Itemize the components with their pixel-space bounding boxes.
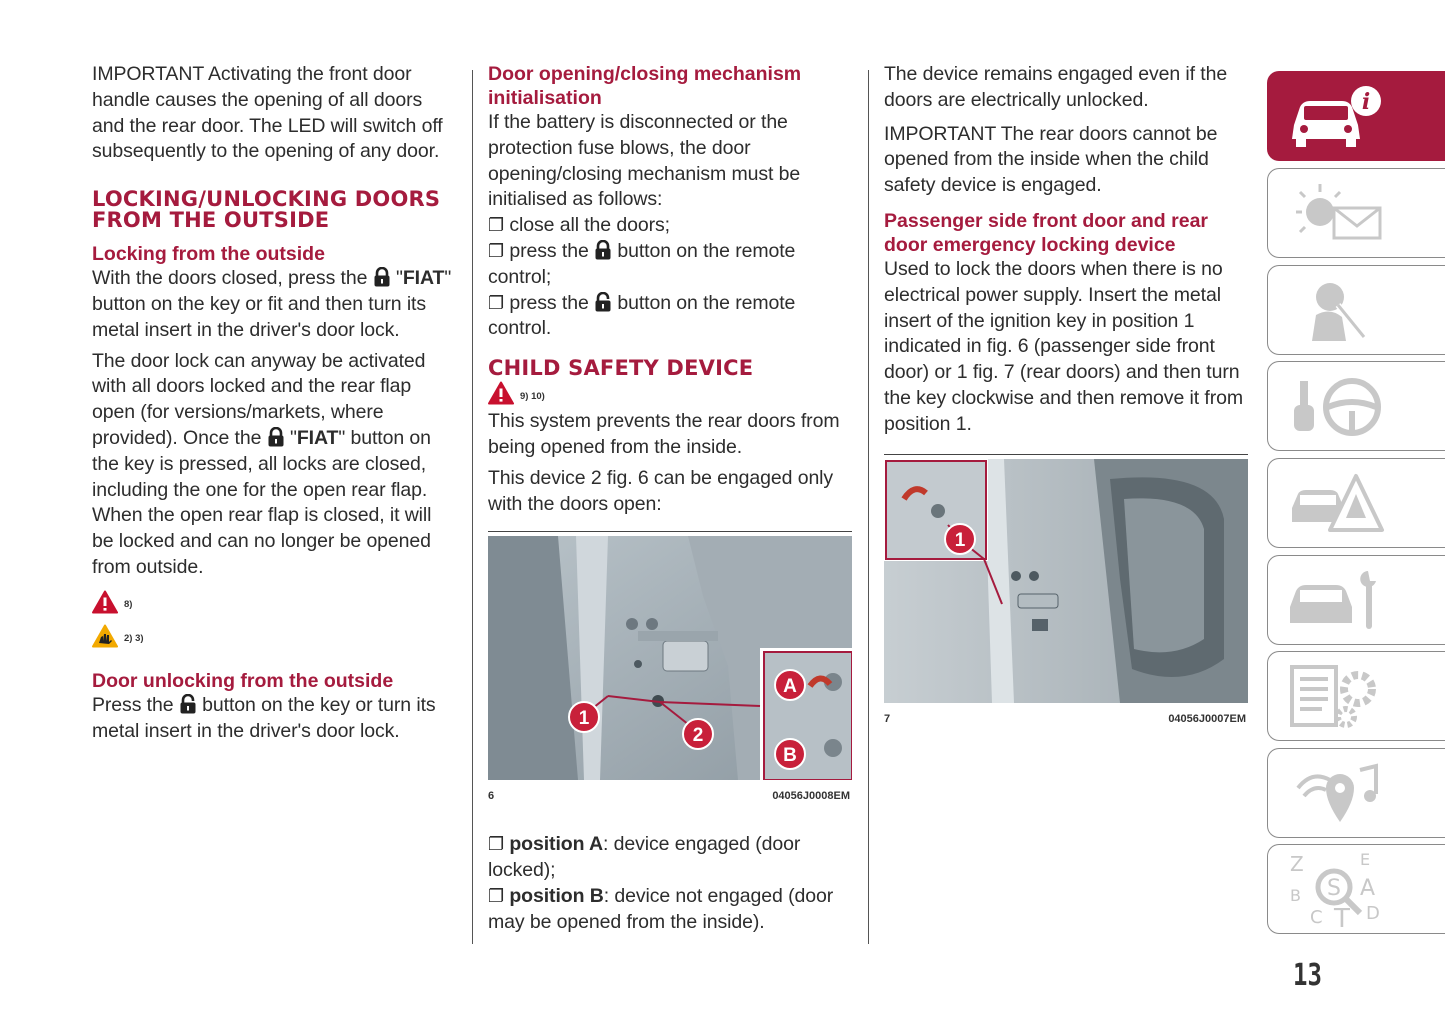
caution-reference: 2) 3) [92, 619, 454, 653]
figure-6-code: 04056J0008EM [772, 790, 850, 803]
lock-closed-icon [373, 267, 391, 287]
svg-text:A: A [1360, 876, 1376, 901]
callout-a [775, 670, 805, 700]
subheading-locking-outside: Locking from the outside [92, 243, 325, 266]
unlocking-paragraph: Press the button on the key or turn its metal insert in the driver's door lock. [92, 693, 436, 742]
svg-text:B: B [1290, 886, 1301, 905]
svg-text:C: C [1310, 907, 1323, 928]
child-paragraph-2: This device 2 fig. 6 can be engaged only with the doors open: [488, 466, 834, 515]
figure-7 [884, 454, 1248, 725]
figure-6 [488, 531, 852, 802]
section-heading-child-safety: CHILD SAFETY DEVICE [488, 356, 754, 381]
page-number: 13 [1293, 958, 1322, 993]
step-3: ❐ press the button on the remote control. [488, 291, 796, 340]
column-divider-1 [472, 70, 473, 944]
figure-7-code: 04056J0007EM [1168, 712, 1246, 725]
tab-multimedia[interactable] [1267, 748, 1445, 838]
svg-text:E: E [1360, 850, 1371, 869]
svg-text:i: i [1361, 89, 1371, 115]
column-3 [884, 62, 1248, 725]
section-heading-locking-unlocking: LOCKING/UNLOCKING DOORS FROM THE OUTSIDE [92, 187, 441, 233]
lock-closed-icon [267, 427, 285, 447]
tab-index[interactable] [1267, 844, 1445, 934]
svg-text:D: D [1366, 903, 1380, 924]
tab-emergency[interactable] [1267, 458, 1445, 548]
important-child-paragraph: IMPORTANT The rear doors cannot be opened from the inside when the child safety device is engaged. [884, 122, 1218, 197]
position-b-item: ❐ position B: device not engaged (door may be opened from the inside). [488, 884, 834, 933]
emergency-paragraph: Used to lock the doors when there is no electrical power supply. Insert the metal insert of the ignition key in position 1 indicated in fig. 6 (passenger side front door) or 1 fig. 7 (rear doors) and then turn the key clockwise and then remove it from position 1. [884, 257, 1243, 435]
car-info-icon [1286, 81, 1386, 151]
position-a-item: ❐ position A: device engaged (door locked); [488, 833, 801, 882]
technical-data-icon [1286, 661, 1386, 731]
svg-text:1: 1 [578, 708, 590, 730]
lock-closed-icon [594, 240, 612, 260]
warning-triangle-icon [488, 381, 514, 405]
rear-door-lock-photo [884, 459, 1248, 703]
tab-technical-data[interactable] [1267, 651, 1445, 741]
maintenance-icon [1286, 565, 1386, 635]
svg-text:B: B [783, 745, 797, 767]
locking-paragraph-2: The door lock can anyway be activated with all doors locked and the rear flap open (for versions/markets, where provided). Once the "FIAT" button on the key is pressed, all locks are closed, including the one for the open rear flap. When the open rear flap is closed, it will be locked and can no longer be opened from outside. [92, 349, 432, 578]
index-icon [1286, 849, 1386, 929]
callout-2 [683, 719, 713, 749]
lock-open-icon [594, 292, 612, 312]
svg-text:T: T [1334, 904, 1350, 929]
tab-maintenance[interactable] [1267, 555, 1445, 645]
step-2: ❐ press the button on the remote control; [488, 239, 796, 288]
dashboard-lights-icon [1286, 178, 1386, 248]
svg-text:1: 1 [954, 529, 966, 551]
subheading-unlocking-outside: Door unlocking from the outside [92, 669, 394, 692]
initialisation-paragraph: If the battery is disconnected or the protection fuse blows, the door opening/closing mechanism must be initialised as follows: [488, 111, 801, 211]
engaged-paragraph: The device remains engaged even if the doors are electrically unlocked. [884, 63, 1228, 111]
door-lock-photo [488, 536, 852, 780]
child-paragraph-1: This system prevents the rear doors from being opened from the inside. [488, 410, 840, 458]
locking-paragraph-1: With the doors closed, press the "FIAT" button on the key or fit and then turn its metal insert in the driver's door lock. [92, 267, 452, 341]
column-2 [488, 62, 852, 936]
subheading-emergency-locking: Passenger side front door and rear door emergency locking device [884, 209, 1209, 256]
svg-text:A: A [783, 676, 797, 698]
safety-airbag-icon [1286, 275, 1386, 345]
figure-7-caption [884, 713, 1248, 725]
column-1 [92, 62, 454, 744]
figure-6-number: 6 [488, 790, 495, 803]
svg-text:2: 2 [692, 725, 704, 747]
subheading-mechanism-initialisation: Door opening/closing mechanism initialisation [488, 63, 802, 109]
callout-b [775, 739, 805, 769]
column-divider-2 [868, 70, 869, 944]
warning-reference: 8) [92, 585, 454, 619]
important-note: IMPORTANT Activating the front door handle causes the opening of all doors and the rear door. The LED will switch off subsequently to the opening of any door. [92, 63, 443, 163]
svg-text:S: S [1327, 876, 1341, 901]
emergency-icon [1286, 468, 1386, 538]
tab-car-info[interactable] [1267, 71, 1445, 161]
callout-1 [569, 702, 599, 732]
svg-text:Z: Z [1290, 852, 1304, 876]
figure-7-number: 7 [884, 712, 891, 725]
callout-1 [945, 524, 975, 554]
caution-hand-icon [92, 624, 118, 648]
lock-open-icon [179, 694, 197, 714]
tab-starting-driving[interactable] [1267, 361, 1445, 451]
child-warning-reference: 9) 10) [488, 379, 852, 407]
tab-dashboard-lights[interactable] [1267, 168, 1445, 258]
warning-triangle-icon [92, 590, 118, 614]
multimedia-icon [1286, 758, 1386, 828]
starting-driving-icon [1286, 371, 1386, 441]
step-1: ❐ close all the doors; [488, 214, 670, 237]
figure-6-caption [488, 790, 852, 802]
tab-safety[interactable] [1267, 265, 1445, 355]
